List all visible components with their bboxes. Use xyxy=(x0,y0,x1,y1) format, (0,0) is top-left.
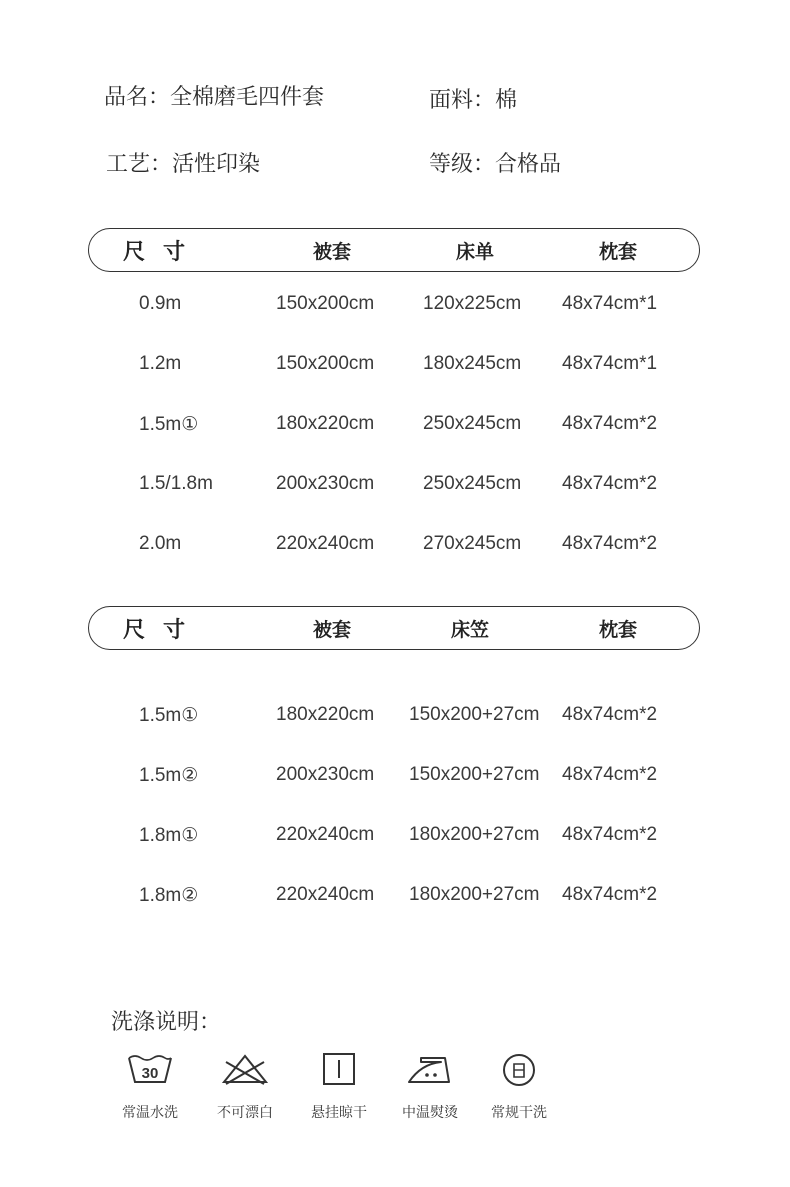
product-name: 品名：全棉磨毛四件套 xyxy=(104,85,325,110)
table-row xyxy=(0,353,790,383)
hang-dry-icon xyxy=(314,1052,364,1086)
cell-pillowcase: 48x74cm*2 xyxy=(562,533,658,554)
table-row xyxy=(0,413,790,443)
table-row xyxy=(0,824,790,854)
header-size: 尺寸 xyxy=(123,240,204,265)
cell-pillowcase: 48x74cm*1 xyxy=(562,353,658,374)
care-item-hang-dry xyxy=(299,1052,379,1122)
cell-duvet-cover: 150x200cm xyxy=(276,353,375,374)
table-row xyxy=(0,764,790,794)
cell-pillowcase: 48x74cm*2 xyxy=(562,473,658,494)
cell-duvet-cover: 220x240cm xyxy=(276,884,375,905)
cell-size: 1.5/1.8m xyxy=(139,473,213,494)
size-table-2-header xyxy=(88,606,700,650)
cell-duvet-cover: 220x240cm xyxy=(276,824,375,845)
cell-fitted-sheet: 180x200+27cm xyxy=(409,824,540,845)
cell-fitted-sheet: 150x200+27cm xyxy=(409,704,540,725)
cell-fitted-sheet: 180x200+27cm xyxy=(409,884,540,905)
cell-size: 0.9m xyxy=(139,293,182,314)
cell-size: 2.0m xyxy=(139,533,182,554)
cell-duvet-cover: 200x230cm xyxy=(276,764,375,785)
iron-medium-icon xyxy=(405,1052,455,1086)
dry-clean-icon xyxy=(494,1052,544,1086)
cell-duvet-cover: 200x230cm xyxy=(276,473,375,494)
care-label-iron: 中温熨烫 xyxy=(402,1105,458,1121)
cell-fitted-sheet: 150x200+27cm xyxy=(409,764,540,785)
no-bleach-icon xyxy=(220,1052,270,1086)
care-label-hang-dry: 悬挂晾干 xyxy=(311,1105,367,1121)
care-item-no-bleach xyxy=(205,1052,285,1122)
cell-size: 1.5m① xyxy=(139,414,199,435)
header-pillowcase: 枕套 xyxy=(599,619,638,641)
table-row xyxy=(0,533,790,563)
cell-pillowcase: 48x74cm*2 xyxy=(562,704,658,725)
cell-pillowcase: 48x74cm*2 xyxy=(562,824,658,845)
fabric-info: 面料：棉 xyxy=(429,88,518,113)
table-row xyxy=(0,704,790,734)
header-duvet-cover: 被套 xyxy=(313,619,352,641)
grade-info: 等级：合格品 xyxy=(429,152,562,177)
cell-bed-sheet: 270x245cm xyxy=(423,533,522,554)
cell-size: 1.8m② xyxy=(139,885,199,906)
cell-size: 1.2m xyxy=(139,353,182,374)
header-pillowcase: 枕套 xyxy=(599,241,638,263)
table-row xyxy=(0,293,790,323)
craft-info: 工艺：活性印染 xyxy=(106,152,261,177)
care-instructions-title: 洗涤说明： xyxy=(111,1010,222,1035)
size-table-1-header xyxy=(88,228,700,272)
cell-duvet-cover: 180x220cm xyxy=(276,704,375,725)
cell-size: 1.8m① xyxy=(139,825,199,846)
cell-size: 1.5m② xyxy=(139,765,199,786)
cell-duvet-cover: 180x220cm xyxy=(276,413,375,434)
care-label-dry-clean: 常规干洗 xyxy=(491,1105,547,1121)
header-bed-sheet: 床单 xyxy=(456,241,495,263)
cell-pillowcase: 48x74cm*2 xyxy=(562,413,658,434)
header-duvet-cover: 被套 xyxy=(313,241,352,263)
cell-pillowcase: 48x74cm*2 xyxy=(562,884,658,905)
cell-duvet-cover: 220x240cm xyxy=(276,533,375,554)
care-item-dry-clean xyxy=(479,1052,559,1122)
cell-bed-sheet: 250x245cm xyxy=(423,413,522,434)
cell-bed-sheet: 250x245cm xyxy=(423,473,522,494)
wash-30-icon xyxy=(125,1052,175,1086)
care-item-wash xyxy=(110,1052,190,1122)
cell-pillowcase: 48x74cm*1 xyxy=(562,293,658,314)
cell-bed-sheet: 180x245cm xyxy=(423,353,522,374)
header-fitted-sheet: 床笠 xyxy=(451,619,490,641)
header-size: 尺寸 xyxy=(123,618,204,643)
cell-bed-sheet: 120x225cm xyxy=(423,293,522,314)
care-label-no-bleach: 不可漂白 xyxy=(217,1105,273,1121)
cell-duvet-cover: 150x200cm xyxy=(276,293,375,314)
cell-pillowcase: 48x74cm*2 xyxy=(562,764,658,785)
wash-temperature: 30 xyxy=(141,1065,159,1082)
table-row xyxy=(0,473,790,503)
cell-size: 1.5m① xyxy=(139,705,199,726)
care-item-iron xyxy=(390,1052,470,1122)
table-row xyxy=(0,884,790,914)
care-label-wash: 常温水洗 xyxy=(122,1105,178,1121)
